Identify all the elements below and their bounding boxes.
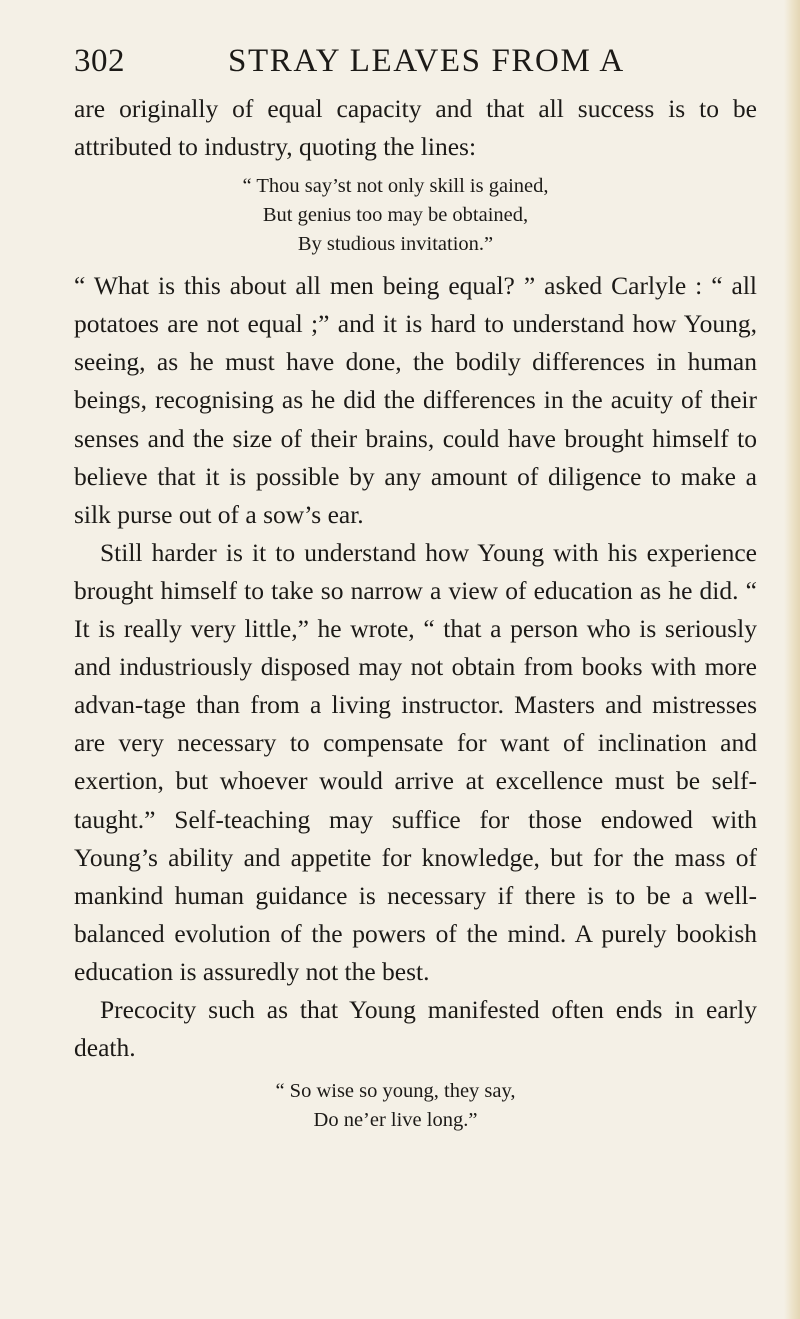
body-text bbox=[74, 90, 757, 1135]
verse-line: But genius too may be obtained, bbox=[262, 204, 529, 227]
page-number: 302 bbox=[74, 43, 125, 79]
paragraph-1: are originally of equal capacity and that all success is to be attributed to industry, quoting the lines: bbox=[74, 94, 757, 162]
page-edge-shadow bbox=[784, 0, 800, 1319]
verse-line: By studious invitation.” bbox=[297, 233, 494, 256]
verse-quotation-1 bbox=[74, 172, 757, 259]
verse-line: “ Thou say’st not only skill is gained, bbox=[242, 175, 549, 198]
paragraph-2: “ What is this about all men being equal? ” asked Carlyle : “ all potatoes are not equal ;” and it is hard to understand how Young, seeing, as he must have done, the bodily differences in human beings, recognising as he did the differences in the acuity of their senses and the size of their brains, could have brought himself to believe that it is possible by any amount of diligence to make a silk purse out of a sow’s ear. bbox=[74, 271, 757, 529]
paragraph-3: Still harder is it to understand how Young with his experience brought himself to take so narrow a view of education as he did. “ It is really very little,” he wrote, “ that a person who is seriously and industriously disposed may not obtain from books with more advan-tage than from a living instructor. Masters and mistresses are very necessary to compensate for want of inclination and exertion, but whoever would arrive at excellence must be self-taught.” Self-teaching may suffice for those endowed with Young’s ability and appetite for knowledge, but for the mass of mankind human guidance is necessary if there is to be a well-balanced evolution of the powers of the mind. A purely bookish education is assuredly not the best. bbox=[74, 537, 757, 986]
verse-quotation-2 bbox=[74, 1077, 757, 1135]
page-header bbox=[74, 36, 722, 86]
running-head: STRAY LEAVES FROM A bbox=[228, 43, 625, 79]
paragraph-4: Precocity such as that Young manifested often ends in early death. bbox=[74, 994, 757, 1063]
verse-line: Do ne’er live long.” bbox=[313, 1109, 478, 1132]
verse-line: “ So wise so young, they say, bbox=[275, 1080, 516, 1103]
